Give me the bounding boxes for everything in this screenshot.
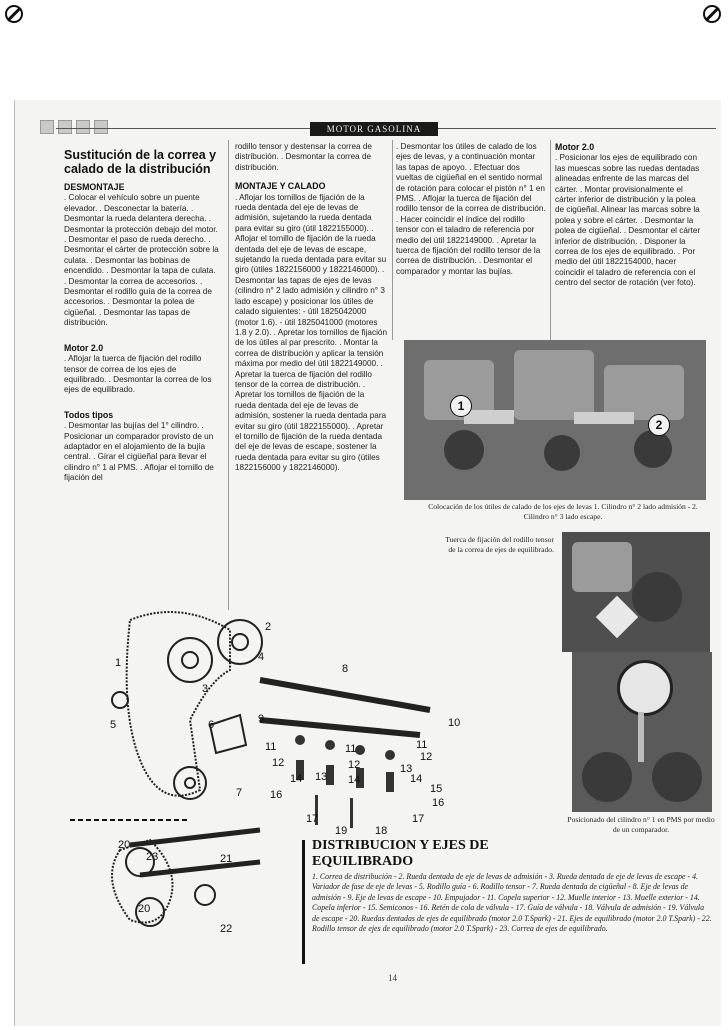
diagram-label: 18 [375,825,388,837]
heading-motor-20: Motor 2.0 [64,342,104,353]
col2-intro-text: rodillo tensor y destensar la correa de distribución. . Desmontar la correa de distribución. [235,142,372,172]
diagram-label: 4 [258,651,265,663]
diagram-label: 16 [270,789,283,801]
column-4 [555,142,705,289]
montaje-text: . Aflojar los tornillos de fijación de la rueda dentada del eje de levas de admisión, sujetando la rueda dentada para evitar su giro (útil 1822155000). . Aflojar el tornillo de fijación de la rueda dentada del eje de levas de escape, sujetando la rueda dentada para evitar su giro (útiles 1822156000 y 1822146000). . Desmontar las tapas de ejes de levas (cilindro n° 2 lado admisión y cilindro n° 3 lado escape) y posicionar los útiles de calado siguientes: - útil 1825042000 (motor 1.6). - útil 1825041000 (motores 1.8 y 2.0). . Apretar los tornillos de fijación de los útiles al par prescrito. . Montar la correa de distribución y aplicar la tensión máxima por medio del útil 1822149000. . Apretar la tuerca de fijación del rodillo tensor de la correa de distribución. . Apretar los tornillos de fijación de la rueda dentada del eje de levas de admisión, sostener la rueda dentada para evitar su giro (útil 1822155000). . Apretar el tornillo de fijación de la rueda dentada del eje de levas de escape, sostener la rueda dentada para evitar su giro (útiles 1822156000 y 1822146000). [235,192,387,473]
diagram-label: 13 [315,771,328,783]
diagram-label: 15 [430,783,443,795]
diagram-label: 3 [202,683,209,695]
diagram-label: 6 [208,719,215,731]
column-1 [64,148,220,484]
registration-mark-top-left [5,5,23,23]
legend-bar [302,840,305,964]
diagram-label: 16 [432,797,445,809]
registration-mark-top-right [703,5,721,23]
diagram-label: 20 [118,839,131,851]
diagram-label: 12 [348,759,361,771]
diagram-title [312,838,489,870]
diagram-label: 22 [220,923,233,935]
diagram-label: 17 [412,813,425,825]
diagram-label: 7 [236,787,243,799]
caption-tensor-nut: Tuerca de fijación del rodillo tensor de la correa de ejes de equilibrado. [445,535,554,554]
diagram-label: 11 [345,743,357,755]
page-number: 14 [388,973,397,983]
diagram-label: 11 [416,739,428,751]
diagram-label: 12 [420,751,433,763]
photo-tensor-nut [562,532,710,652]
diagram-label: 23 [146,851,159,863]
heading-desmontaje: DESMONTAJE [64,182,125,192]
col4-text: . Posicionar los ejes de equilibrado con las muescas sobre las ruedas dentadas alineadas enfrente de las marcas del cárter. . Montar provisionalmente el cárter inferior de distribución y la polea de cigüeñal. Alinear las marcas sobre la polea y sobre el cárter. . Desmontar la polea de cigüeñal. . Desmontar el cárter inferior de distribución. . Disponer la correa de los ejes de equilibrado. . Por medio del útil 1822154000, hacer coincidir el taladro de referencia con el centro del sector de rotación (ver foto). [555,153,701,288]
caption-camshaft-tools: Colocación de los útiles de calado de los ejes de levas 1. Cilindro n° 2 lado admisión - 2. Cilindro n° 3 lado escape. [428,502,698,521]
diagram-label: 20 [138,903,151,915]
heading-motor-20-b: Motor 2.0 [555,142,595,152]
diagram-label: 8 [342,663,349,675]
todos-tipos-text: . Desmontar las bujías del 1° cilindro. . Posicionar un comparador provisto de un adaptador en el alojamiento de la bujía central. . Girar el cigüeñal para llevar el cilindro n° 1 al PMS. . Aflojar el tornillo de fijación del [64,421,214,483]
diagram-title-line1: DISTRIBUCION Y EJES DE [312,838,489,853]
callout-2: 2 [648,414,670,436]
photo-dial-indicator [572,652,712,812]
article-title: Sustitución de la correa y calado de la distribución [64,148,217,176]
section-banner: MOTOR GASOLINA [310,122,438,136]
diagram-label: 11 [265,741,277,753]
desmontaje-text: . Colocar el vehículo sobre un puente elevador. . Desconectar la batería. . Desmontar la rueda delantera derecha. . Desmontar la protección debajo del motor. . Desmontar el paso de rueda derecho. . Desmontar el cárter de protección sobre la culata. . Desmontar las bobinas de encendido. . Desmontar la tapa de culata. . Desmontar la correa de accesorios. . Desmontar el rodillo guía de la correa de accesorios. . Desmontar la polea de cigüeñal. . Desmontar las tapas de distribución. [64,193,219,328]
diagram-label: 19 [335,825,348,837]
diagram-label: 5 [110,719,117,731]
col3-text: . Desmontar los útiles de calado de los ejes de levas, y a continuación montar las tapas de apoyo. . Efectuar dos vueltas de cigüeñal en el sentido normal de rotación para colocar el pistón n° 1 en PMS. . Aflojar la tuerca de fijación del rodillo tensor de la correa de distribución. . Hacer coincidir el índice del rodillo tensor con el taladro de referencia por medio del útil 1822149000. . Apretar la tuerca de fijación del rodillo tensor de la correa de distribución. . Desmontar el comparador y montar las bujías. [396,142,546,276]
heading-montaje: MONTAJE Y CALADO [235,181,326,192]
column-divider [550,140,551,340]
diagram-label: 14 [410,773,423,785]
callout-1: 1 [450,395,472,417]
diagram-label: 14 [348,774,361,786]
caption-dial-indicator: Posicionado del cilindro n° 1 en PMS por medio de un comparador. [567,815,715,834]
header-thumbnails [40,120,120,134]
column-3 [396,142,546,277]
motor-20-text: . Aflojar la tuerca de fijación del rodillo tensor de correa de los ejes de equilibrado. . Desmontar la correa de los ejes de equilibrado. [64,354,212,395]
heading-todos-tipos: Todos tipos [64,409,114,420]
diagram-label: 21 [220,853,233,865]
diagram-label: 17 [306,813,319,825]
column-divider [228,140,229,610]
diagram-title-line2: EQUILIBRADO [312,854,414,869]
diagram-label: 14 [290,773,303,785]
diagram-label: 1 [115,657,122,669]
diagram-legend: 1. Correa de distribución - 2. Rueda dentada de eje de levas de admisión - 3. Rueda dentada de eje de levas de escape - 4. Variador de fase de eje de levas - 5. Rodillo guía - 6. Rodillo tensor - 7. Rueda dentada de cigüeñal - 8. Eje de levas de admisión - 9. Eje de levas de escape - 10. Empujador - 11. Copela superior - 12. Muelle interior - 13. Muelle exterior - 14. Copela inferior - 15. Semiconos - 16. Retén de cola de válvula - 17. Guía de válvula - 18. Válvula de admisión - 19. Válvula de escape - 20. Ruedas dentadas de ejes de equilibrado (motor 2.0 T.Spark) - 21. Ejes de equilibrado (motor 2.0 T.Spark) - 22. Rodillo tensor de ejes de equilibrado (motor 2.0 T.Spark) - 23. Correa de ejes de equilibrado. [312,872,712,934]
column-2 [235,142,387,474]
diagram-label: 10 [448,717,460,729]
diagram-label: 12 [272,757,285,769]
column-divider [392,140,393,340]
diagram-label: 2 [265,621,272,633]
diagram-label: 13 [400,763,413,775]
diagram-label: 9 [258,713,265,725]
